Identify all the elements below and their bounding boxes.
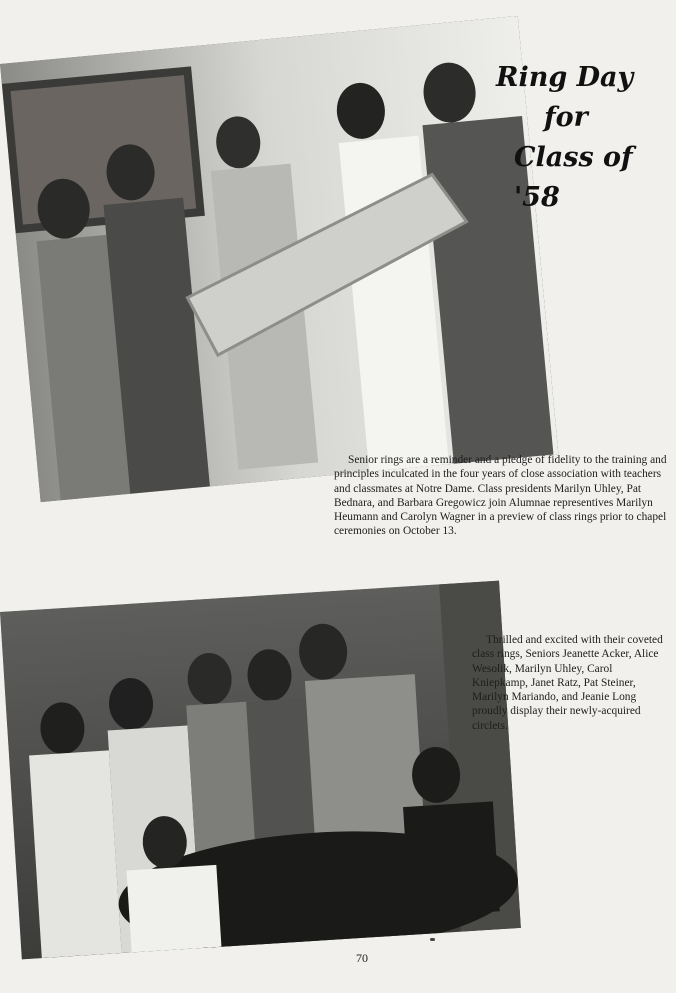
paper-speck bbox=[430, 938, 435, 941]
page-title-line-3: Class of '58 bbox=[514, 142, 633, 213]
photo-class-rings-image bbox=[0, 581, 521, 960]
page-title-line-1: Ring Day bbox=[496, 62, 634, 93]
page-title-line-2: for bbox=[544, 102, 588, 133]
photo-ring-preview-image bbox=[0, 16, 558, 502]
page-number: 70 bbox=[356, 951, 368, 965]
page-title bbox=[492, 58, 672, 218]
photo-class-rings bbox=[0, 581, 521, 960]
caption-ring-preview: Senior rings are a reminder and a pledge of fidelity to the training and principles inculcated in the four years of close association with teachers and classmates at Notre Dame. Class presidents Marilyn Uhley, Pat Bednara, and Barbara Gregowicz join Alumnae representives Marilyn Heumann and Carolyn Wagner in a preview of class rings prior to chapel ceremonies on October 13. bbox=[334, 454, 667, 538]
photo-ring-preview bbox=[0, 16, 558, 502]
caption-class-rings: Thrilled and excited with their coveted class rings, Seniors Jeanette Acker, Alice Wesolik, Marilyn Uhley, Carol Kniepkamp, Janet Ratz, Pat Steiner, Marilyn Mariando, and Jeanie Long proudly display their newly-acquired circlets. bbox=[472, 634, 663, 732]
